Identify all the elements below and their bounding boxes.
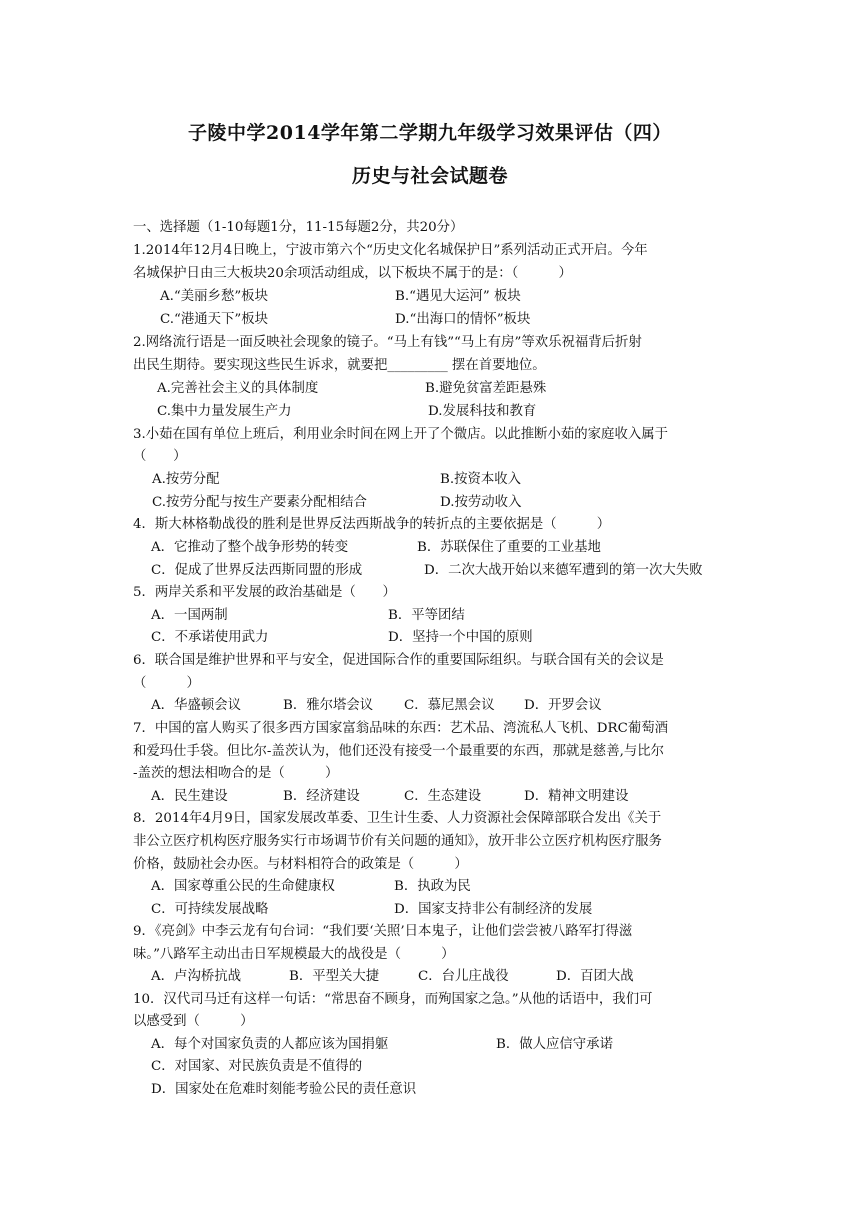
- question-text: 味。”八路军主动出击日军规模最大的战役是（ ）: [133, 947, 455, 962]
- option: C．不承诺使用武力: [151, 630, 269, 645]
- option: C.按劳分配与按生产要素分配相结合: [152, 495, 367, 510]
- option: A．一国两制: [151, 608, 228, 623]
- page-title: 子陵中学2014学年第二学期九年级学习效果评估（四）: [188, 122, 672, 144]
- option: A.“美丽乡愁”板块: [160, 289, 268, 304]
- option: A.完善社会主义的具体制度: [157, 381, 319, 396]
- option: C.“港通天下”板块: [160, 312, 269, 327]
- option: B．雅尔塔会议: [283, 698, 374, 713]
- question-text: 非公立医疗机构医疗服务实行市场调节价有关问题的通知》，放开非公立医疗机构医疗服务: [133, 834, 662, 849]
- question-text: 10．汉代司马迁有这样一句话：“常思奋不顾身，而殉国家之急。”从他的话语中，我们可: [133, 992, 653, 1007]
- option: C．台儿庄战役: [418, 969, 509, 984]
- option: C．可持续发展战略: [151, 902, 269, 917]
- option: B.按资本收入: [440, 472, 522, 487]
- option: A．国家尊重公民的生命健康权: [151, 879, 335, 894]
- question-text: 以感受到（ ）: [133, 1014, 254, 1029]
- option: D．精神文明建设: [524, 789, 629, 804]
- option: B．平等团结: [388, 608, 465, 623]
- option: A．民生建设: [151, 789, 228, 804]
- question-text: （ ）: [133, 676, 200, 691]
- question-text: 5．两岸关系和平发展的政治基础是（ ）: [133, 585, 396, 600]
- page-subtitle: 历史与社会试题卷: [351, 165, 508, 187]
- option: A.按劳分配: [152, 472, 220, 487]
- option: D．开罗会议: [524, 698, 602, 713]
- question-text: -盖茨的想法相吻合的是（ ）: [133, 766, 339, 781]
- question-text: 和爱玛仕手袋。但比尔-盖茨认为，他们还没有接受一个最重要的东西，那就是慈善,与比尔: [133, 744, 665, 759]
- question-text: 6．联合国是维护世界和平与安全，促进国际合作的重要国际组织。与联合国有关的会议是: [133, 653, 664, 668]
- option: D．国家支持非公有制经济的发展: [394, 902, 593, 917]
- question-text: 4．斯大林格勒战役的胜利是世界反法西斯战争的转折点的主要依据是（ ）: [133, 517, 611, 532]
- question-text: 价格，鼓励社会办医。与材料相符合的政策是（ ）: [133, 857, 468, 872]
- option: A．华盛顿会议: [151, 698, 242, 713]
- option: B．平型关大捷: [289, 969, 380, 984]
- option: C．生态建设: [404, 789, 482, 804]
- question-text: 7．中国的富人购买了很多西方国家富翁品味的东西：艺术品、湾流私人飞机、DRC葡萄酒: [133, 721, 669, 736]
- option: D．国家处在危难时刻能考验公民的责任意识: [151, 1082, 417, 1097]
- option: B．做人应信守承诺: [496, 1037, 613, 1052]
- question-text: （ ）: [133, 449, 187, 464]
- question-text: 9．《亮剑》中李云龙有句台词：“我们要‘关照’日本鬼子，让他们尝尝被八路军打得滋: [133, 924, 633, 939]
- option: D．坚持一个中国的原则: [388, 630, 533, 645]
- option: B.“遇见大运河” 板块: [395, 289, 521, 304]
- option: D．百团大战: [556, 969, 634, 984]
- option: D.“出海口的情怀”板块: [395, 312, 531, 327]
- option: C.集中力量发展生产力: [157, 404, 292, 419]
- option: C．慕尼黑会议: [404, 698, 495, 713]
- question-text: 2.网络流行语是一面反映社会现象的镜子。“马上有钱”“马上有房”等欢乐祝福背后折射: [133, 335, 642, 350]
- section-heading: 一、选择题（1-10每题1分，11-15每题2分，共20分）: [133, 220, 464, 235]
- option: C．对国家、对民族负责是不值得的: [151, 1059, 363, 1074]
- question-text: 1.2014年12月4日晚上，宁波市第六个“历史文化名城保护日”系列活动正式开启。今年: [133, 243, 648, 258]
- option: A．它推动了整个战争形势的转变: [151, 540, 349, 555]
- option: D．二次大战开始以来德军遭到的第一次大失败: [424, 563, 703, 578]
- question-text: 8．2014年4月9日，国家发展改革委、卫生计生委、人力资源社会保障部联合发出《关于: [133, 811, 662, 826]
- question-text: 名城保护日由三大板块20余项活动组成，以下板块不属于的是：（ ）: [133, 266, 572, 281]
- option: A．每个对国家负责的人都应该为国捐躯: [151, 1037, 389, 1052]
- option: B．执政为民: [394, 879, 471, 894]
- option: B.避免贫富差距悬殊: [425, 381, 547, 396]
- option: D.发展科技和教育: [428, 404, 537, 419]
- option: B．经济建设: [283, 789, 360, 804]
- question-text: 3.小茹在国有单位上班后，利用业余时间在网上开了个微店。以此推断小茹的家庭收入属于: [133, 427, 669, 442]
- option: B．苏联保住了重要的工业基地: [417, 540, 601, 555]
- option: D.按劳动收入: [440, 495, 522, 510]
- question-text: 出民生期待。要实现这些民生诉求，就要把_________ 摆在首要地位。: [133, 358, 546, 373]
- option: C．促成了世界反法西斯同盟的形成: [151, 563, 363, 578]
- option: A．卢沟桥抗战: [151, 969, 242, 984]
